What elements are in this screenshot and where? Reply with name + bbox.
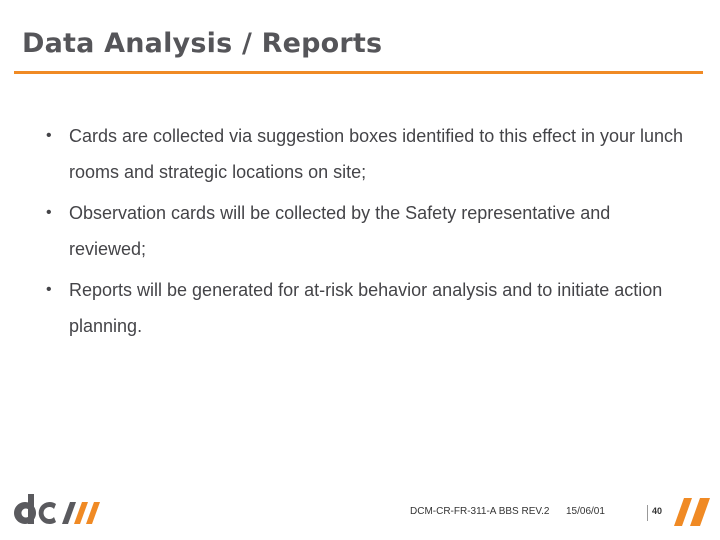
title-underline bbox=[14, 71, 703, 74]
dcm-slash-mark-icon bbox=[672, 494, 712, 528]
footer-divider bbox=[647, 505, 648, 521]
bullet-item bbox=[44, 195, 684, 267]
bullet-marker: • bbox=[46, 204, 52, 221]
bullet-text: Cards are collected via suggestion boxes identified to this effect in your lunch rooms and strategic locations on site; bbox=[69, 126, 684, 182]
page-number: 40 bbox=[652, 506, 663, 516]
bullet-marker: • bbox=[46, 281, 52, 298]
bullet-list bbox=[44, 118, 684, 349]
bullet-text: Reports will be generated for at-risk behavior analysis and to initiate action planning. bbox=[69, 280, 663, 336]
document-date: 15/06/01 bbox=[566, 506, 605, 517]
document-reference: DCM-CR-FR-311-A BBS REV.2 bbox=[410, 506, 550, 517]
bullet-item bbox=[44, 118, 684, 190]
bullet-text: Observation cards will be collected by the Safety representative and reviewed; bbox=[69, 203, 611, 259]
dcm-logo-icon bbox=[14, 490, 106, 530]
bullet-item bbox=[44, 272, 684, 344]
bullet-marker: • bbox=[46, 127, 52, 144]
slide-title: Data Analysis / Reports bbox=[22, 28, 383, 59]
